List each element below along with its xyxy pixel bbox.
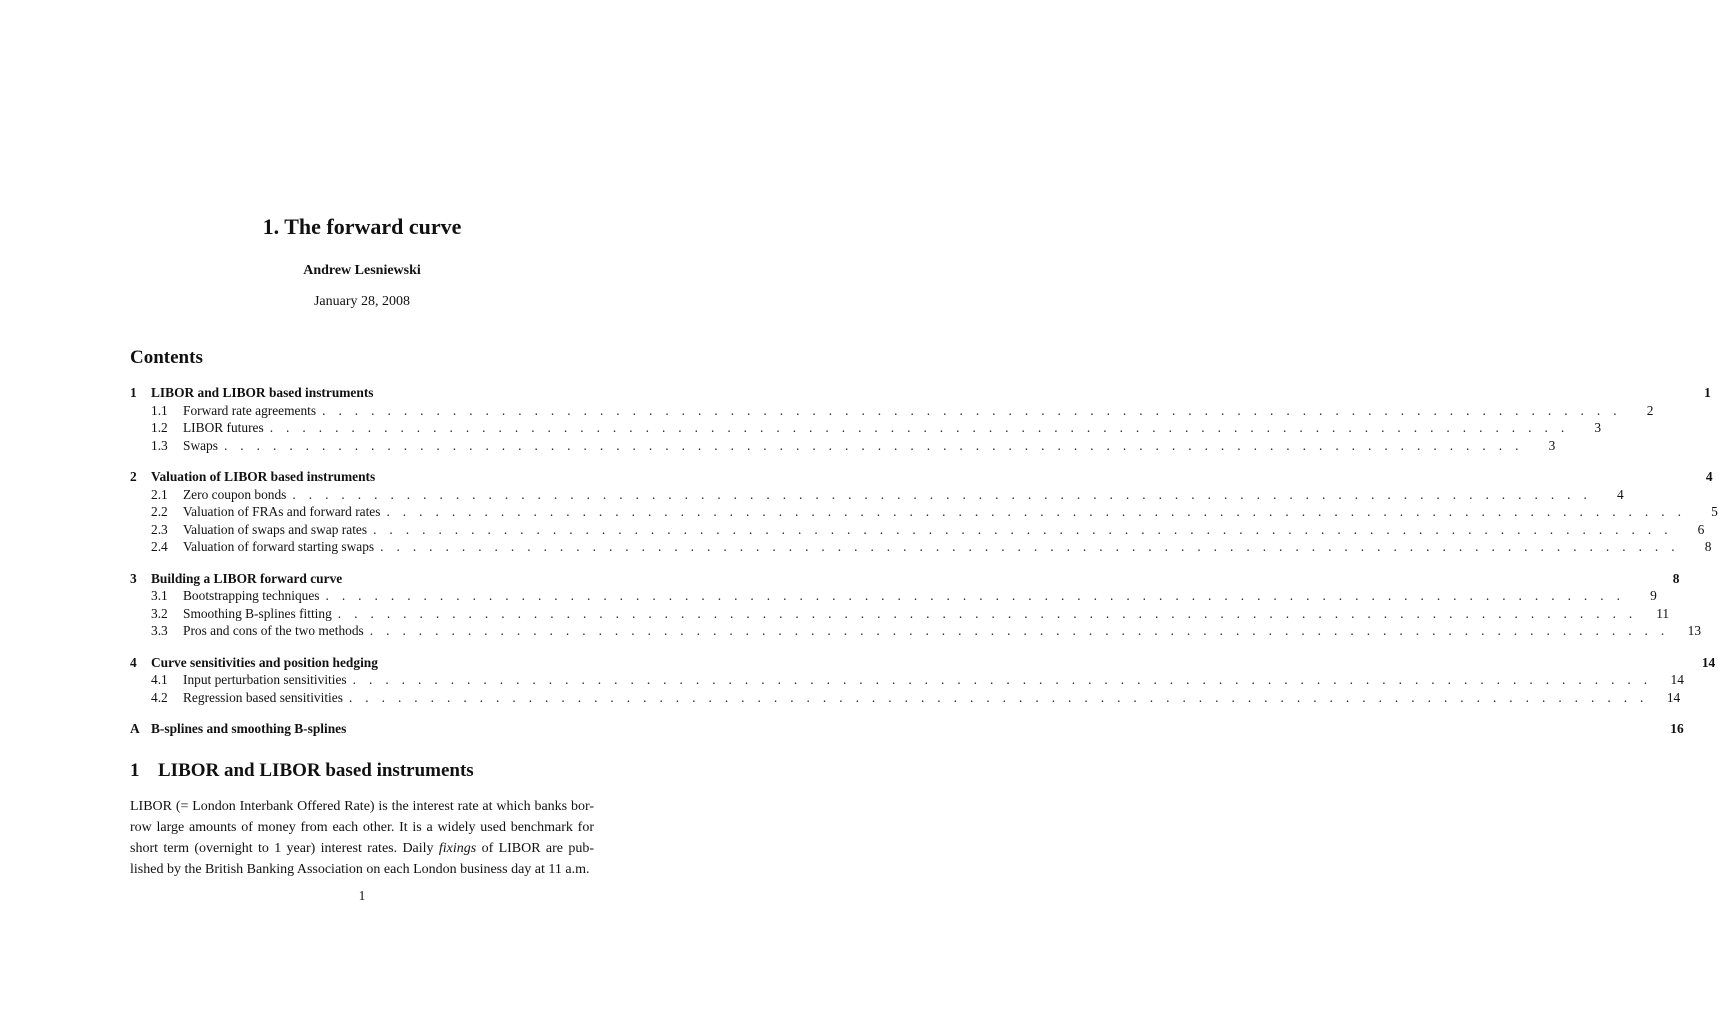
toc-subsection-entry[interactable]: [130, 437, 1556, 455]
toc-subsection-entry[interactable]: [130, 486, 1624, 504]
toc-entry-page: 6: [1697, 521, 1705, 537]
toc-dot-leader: . . . . . . . . . . . . . . . . . . . . . . . . . . . . . . . . . . . . . . . . . . . . . . . . . . . . . . . . . . . . . . . . . . . . . . . . . . . . . . . .: [337, 605, 1638, 621]
toc-entry-number: 4: [130, 654, 137, 670]
toc-entry-page: 13: [1687, 623, 1702, 638]
toc-entry-number: 3: [130, 570, 137, 586]
toc-dot-leader: . . . . . . . . . . . . . . . . . . . . . . . . . . . . . . . . . . . . . . . . . . . . . . . . . . . . . . . . . . . . . . . . . . . . . . . . . . . . . . . .: [292, 486, 1592, 502]
toc-section-entry[interactable]: [130, 654, 1716, 672]
page-number: 1: [358, 888, 366, 903]
toc-entry-number: 2.2: [151, 504, 168, 519]
toc-subsection-entry[interactable]: [130, 503, 1718, 521]
section-heading: [130, 760, 474, 782]
toc-dot-leader: . . . . . . . . . . . . . . . . . . . . . . . . . . . . . . . . . . . . . . . . . . . . . . . . . . . . . . . . . . . . . . . . . . . . . . . . . . . . . . . .: [373, 521, 1673, 537]
toc-entry-page: 3: [1594, 420, 1602, 435]
toc-subsection-entry[interactable]: [130, 419, 1602, 437]
toc-entry-number: 2.4: [151, 539, 168, 554]
toc-entry-number: 3.3: [151, 623, 168, 638]
toc-entry-page: 8: [1704, 539, 1712, 554]
toc-section-group: [130, 720, 1684, 738]
toc-entry-page: 14: [1666, 689, 1681, 705]
toc-entry-number: 1.3: [151, 437, 168, 453]
section-number: 1: [130, 760, 140, 781]
toc-subsection-entry[interactable]: [130, 521, 1705, 539]
toc-entry-number: 3.2: [151, 605, 168, 621]
toc-section-group: [130, 384, 1711, 454]
toc-entry-page: 11: [1656, 605, 1670, 621]
toc-section-entry[interactable]: [130, 570, 1680, 588]
toc-entry-label: Curve sensitivities and position hedging: [151, 654, 378, 670]
toc-entry-label: Pros and cons of the two methods: [183, 623, 364, 638]
toc-entry-label: Swaps: [183, 437, 218, 453]
document-title: 1. The forward curve: [262, 214, 462, 239]
toc-dot-leader: . . . . . . . . . . . . . . . . . . . . . . . . . . . . . . . . . . . . . . . . . . . . . . . . . . . . . . . . . . . . . . . . . . . . . . . . . . . . . . . .: [369, 623, 1670, 638]
table-of-contents: [130, 384, 1718, 752]
toc-entry-number: A: [130, 721, 140, 736]
paragraph-line: LIBOR (= London Interbank Offered Rate) is the interest rate at which banks bor-: [130, 799, 594, 814]
toc-section-entry[interactable]: [130, 720, 1684, 738]
toc-entry-label: Valuation of forward starting swaps: [183, 539, 375, 554]
section-title: LIBOR and LIBOR based instruments: [158, 760, 474, 781]
toc-subsection-entry[interactable]: [130, 402, 1654, 420]
toc-subsection-entry[interactable]: [130, 671, 1684, 689]
toc-entry-label: Smoothing B-splines fitting: [183, 605, 332, 621]
document-date: January 28, 2008: [313, 294, 411, 309]
toc-entry-number: 1.2: [151, 420, 168, 435]
toc-entry-number: 2: [130, 469, 137, 484]
paragraph-line: lished by the British Banking Association on each London business day at 11 a.m.: [130, 862, 590, 877]
toc-entry-label: Building a LIBOR forward curve: [151, 570, 343, 586]
toc-entry-number: 1: [130, 385, 137, 400]
toc-entry-page: 16: [1670, 721, 1684, 736]
toc-entry-label: LIBOR futures: [183, 420, 264, 435]
toc-section-group: [130, 468, 1718, 556]
contents-heading: Contents: [130, 347, 203, 368]
toc-section-entry[interactable]: [130, 384, 1711, 402]
toc-dot-leader: . . . . . . . . . . . . . . . . . . . . . . . . . . . . . . . . . . . . . . . . . . . . . . . . . . . . . . . . . . . . . . . . . . . . . . . . . . . . . . . .: [380, 539, 1680, 554]
paragraph-line: short term (overnight to 1 year) interest rates. Daily fixings of LIBOR are pub-: [130, 841, 594, 856]
toc-section-group: [130, 570, 1702, 640]
toc-entry-page: 4: [1616, 486, 1624, 502]
toc-entry-page: 9: [1650, 588, 1657, 603]
toc-entry-label: Regression based sensitivities: [183, 689, 343, 705]
toc-entry-number: 2.1: [151, 486, 168, 502]
toc-entry-label: Zero coupon bonds: [183, 486, 287, 502]
toc-dot-leader: . . . . . . . . . . . . . . . . . . . . . . . . . . . . . . . . . . . . . . . . . . . . . . . . . . . . . . . . . . . . . . . . . . . . . . . . . . . . . . . .: [386, 504, 1686, 519]
emphasized-term: fixings: [438, 841, 477, 856]
toc-entry-label: Bootstrapping techniques: [183, 588, 320, 603]
toc-entry-label: Forward rate agreements: [183, 402, 317, 418]
toc-section-entry[interactable]: [130, 468, 1713, 486]
toc-entry-page: 14: [1701, 654, 1716, 670]
toc-entry-label: Valuation of swaps and swap rates: [183, 521, 368, 537]
toc-entry-label: Valuation of FRAs and forward rates: [183, 504, 381, 519]
toc-entry-page: 14: [1670, 672, 1684, 687]
toc-dot-leader: . . . . . . . . . . . . . . . . . . . . . . . . . . . . . . . . . . . . . . . . . . . . . . . . . . . . . . . . . . . . . . . . . . . . . . . . . . . . . . . .: [269, 420, 1570, 435]
toc-dot-leader: . . . . . . . . . . . . . . . . . . . . . . . . . . . . . . . . . . . . . . . . . . . . . . . . . . . . . . . . . . . . . . . . . . . . . . . . . . . . . . . .: [348, 689, 1649, 705]
toc-entry-number: 1.1: [151, 402, 168, 418]
paragraph-line: row large amounts of money from each other. It is a widely used benchmark for: [130, 820, 594, 835]
toc-entry-page: 8: [1672, 570, 1680, 586]
toc-subsection-entry[interactable]: [130, 605, 1670, 623]
toc-entry-page: 2: [1646, 402, 1654, 418]
toc-entry-label: Valuation of LIBOR based instruments: [151, 469, 376, 484]
toc-subsection-entry[interactable]: [130, 538, 1712, 556]
toc-dot-leader: . . . . . . . . . . . . . . . . . . . . . . . . . . . . . . . . . . . . . . . . . . . . . . . . . . . . . . . . . . . . . . . . . . . . . . . . . . . . . . . .: [223, 437, 1524, 453]
toc-entry-number: 4.2: [151, 689, 168, 705]
toc-entry-page: 4: [1705, 469, 1713, 484]
body-paragraph: [130, 796, 594, 880]
toc-section-group: [130, 654, 1716, 707]
toc-entry-label: B-splines and smoothing B-splines: [151, 721, 347, 736]
toc-entry-label: Input perturbation sensitivities: [183, 672, 347, 687]
toc-dot-leader: . . . . . . . . . . . . . . . . . . . . . . . . . . . . . . . . . . . . . . . . . . . . . . . . . . . . . . . . . . . . . . . . . . . . . . . . . . . . . . . .: [322, 402, 1622, 418]
toc-entry-page: 1: [1704, 385, 1711, 400]
toc-entry-page: 3: [1548, 437, 1556, 453]
author-name: Andrew Lesniewski: [303, 263, 421, 278]
toc-subsection-entry[interactable]: [130, 587, 1657, 605]
toc-entry-number: 2.3: [151, 521, 168, 537]
toc-entry-label: LIBOR and LIBOR based instruments: [151, 385, 374, 400]
toc-entry-number: 3.1: [151, 588, 168, 603]
toc-subsection-entry[interactable]: [130, 689, 1681, 707]
toc-entry-page: 5: [1711, 504, 1718, 519]
toc-subsection-entry[interactable]: [130, 622, 1702, 640]
toc-dot-leader: . . . . . . . . . . . . . . . . . . . . . . . . . . . . . . . . . . . . . . . . . . . . . . . . . . . . . . . . . . . . . . . . . . . . . . . . . . . . . . . .: [352, 672, 1652, 687]
toc-entry-number: 4.1: [151, 672, 168, 687]
toc-dot-leader: . . . . . . . . . . . . . . . . . . . . . . . . . . . . . . . . . . . . . . . . . . . . . . . . . . . . . . . . . . . . . . . . . . . . . . . . . . . . . . . .: [325, 588, 1625, 603]
